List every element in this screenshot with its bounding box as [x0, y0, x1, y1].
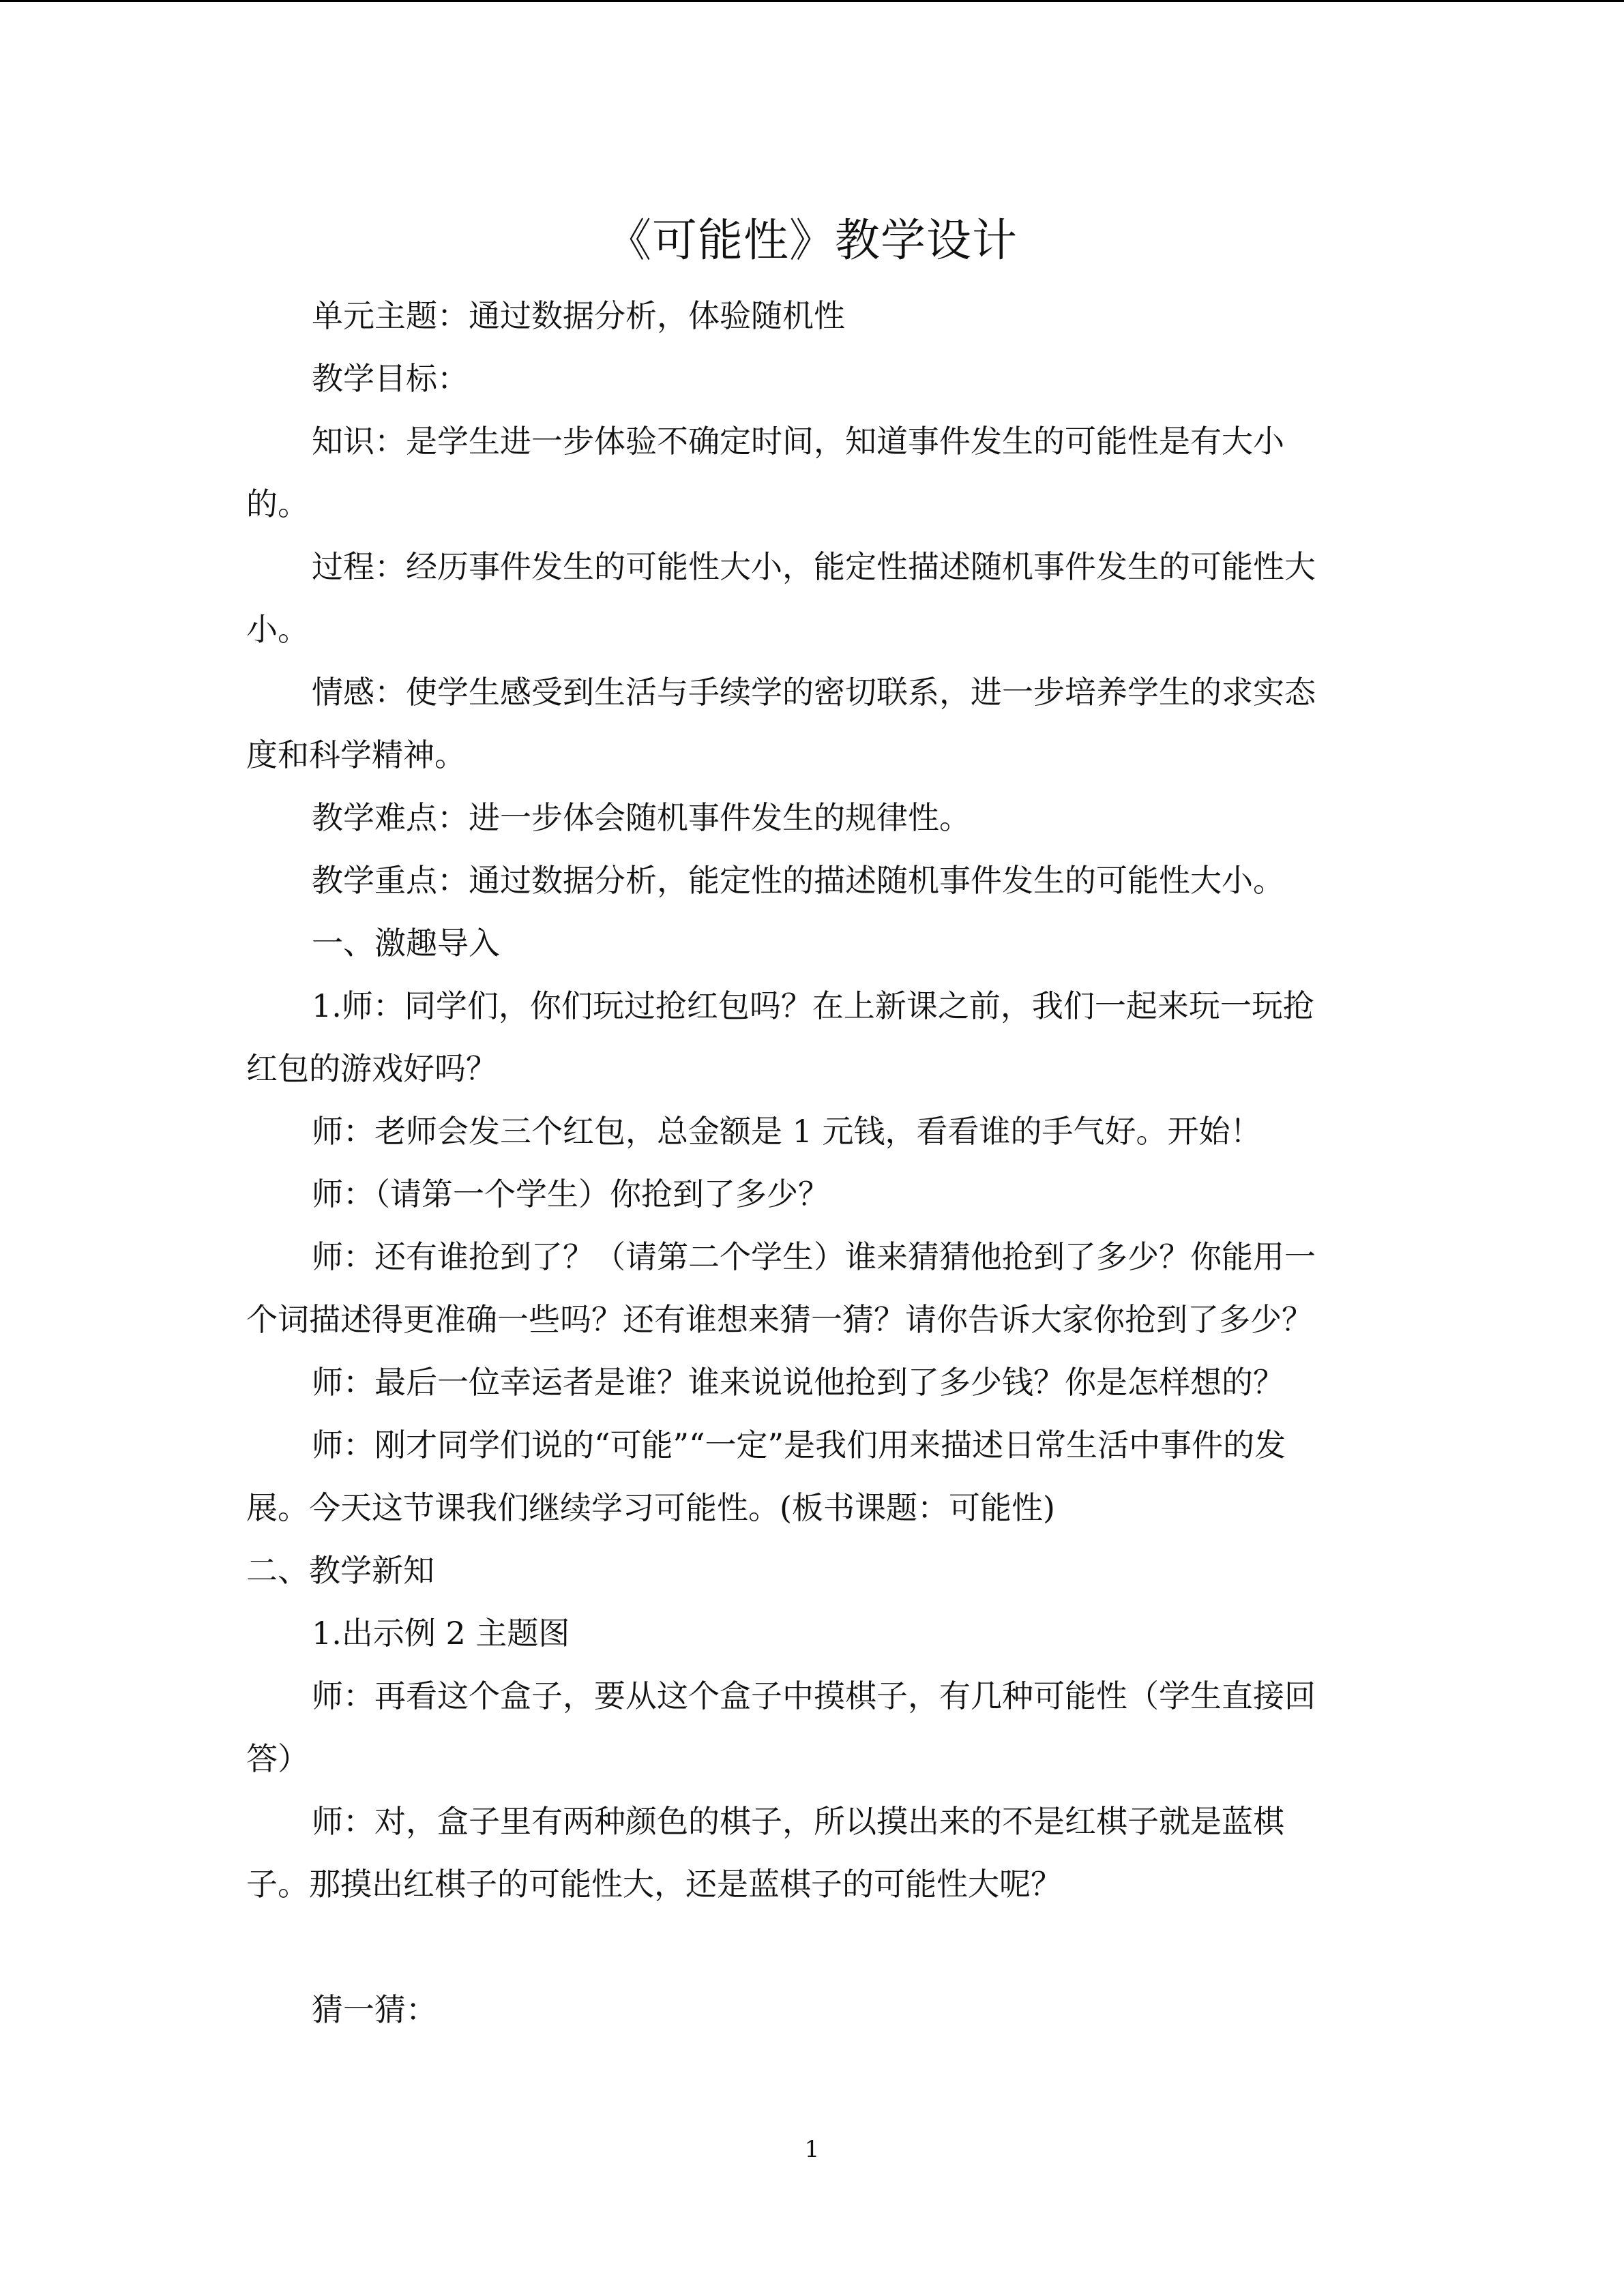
emotion-goal-line: 情感：使学生感受到生活与手续学的密切联系，进一步培养学生的求实态 — [312, 674, 1316, 711]
top-border-line — [0, 0, 1624, 2]
teacher-line-8-continuation: 子。那摸出红棋子的可能性大，还是蓝棋子的可能性大呢？ — [246, 1866, 1062, 1903]
unit-theme-line: 单元主题：通过数据分析，体验随机性 — [312, 297, 845, 334]
teacher-line-4: 师：还有谁抢到了？（请第二个学生）谁来猜猜他抢到了多少？你能用一 — [312, 1238, 1316, 1275]
teacher-line-7: 师：再看这个盒子，要从这个盒子中摸棋子，有几种可能性（学生直接回 — [312, 1678, 1316, 1714]
example-topic-line: 1.出示例 2 主题图 — [312, 1615, 570, 1652]
teacher-line-7-continuation: 答） — [246, 1740, 309, 1777]
teacher-line-1-continuation: 红包的游戏好吗？ — [246, 1050, 497, 1087]
teacher-line-2: 师：老师会发三个红包，总金额是 1 元钱，看看谁的手气好。开始！ — [312, 1113, 1262, 1150]
process-goal-continuation: 小。 — [246, 611, 309, 648]
teaching-difficulty-line: 教学难点：进一步体会随机事件发生的规律性。 — [312, 799, 971, 836]
section-two-heading: 二、教学新知 — [246, 1552, 434, 1589]
teacher-line-5: 师：最后一位幸运者是谁？谁来说说他抢到了多少钱？你是怎样想的？ — [312, 1364, 1284, 1401]
paragraph-gap — [246, 1915, 1378, 1978]
teacher-line-4-continuation: 个词描述得更准确一些吗？还有谁想来猜一猜？请你告诉大家你抢到了多少？ — [246, 1301, 1313, 1338]
teacher-line-6: 师：刚才同学们说的“可能”“一定”是我们用来描述日常生活中事件的发 — [312, 1427, 1286, 1463]
teacher-line-6-continuation: 展。今天这节课我们继续学习可能性。(板书课题：可能性) — [246, 1489, 1055, 1526]
teaching-goals-heading: 教学目标： — [312, 360, 469, 397]
teacher-line-1: 1.师：同学们，你们玩过抢红包吗？在上新课之前，我们一起来玩一玩抢 — [312, 987, 1314, 1024]
knowledge-goal-line: 知识：是学生进一步体验不确定时间，知道事件发生的可能性是有大小 — [312, 423, 1284, 460]
document-body — [246, 284, 1378, 2041]
emotion-goal-continuation: 度和科学精神。 — [246, 736, 466, 773]
process-goal-line: 过程：经历事件发生的可能性大小，能定性描述随机事件发生的可能性大 — [312, 548, 1316, 585]
guess-line: 猜一猜： — [312, 1991, 437, 2028]
document-title: 《可能性》教学设计 — [606, 214, 1018, 267]
teacher-line-8: 师：对，盒子里有两种颜色的棋子，所以摸出来的不是红棋子就是蓝棋 — [312, 1803, 1284, 1840]
page-number: 1 — [804, 2136, 820, 2163]
teacher-line-3: 师：（请第一个学生）你抢到了多少？ — [312, 1176, 829, 1212]
knowledge-goal-continuation: 的。 — [246, 486, 309, 522]
teaching-focus-line: 教学重点：通过数据分析，能定性的描述随机事件发生的可能性大小。 — [312, 862, 1284, 899]
section-one-heading: 一、激趣导入 — [312, 925, 500, 961]
